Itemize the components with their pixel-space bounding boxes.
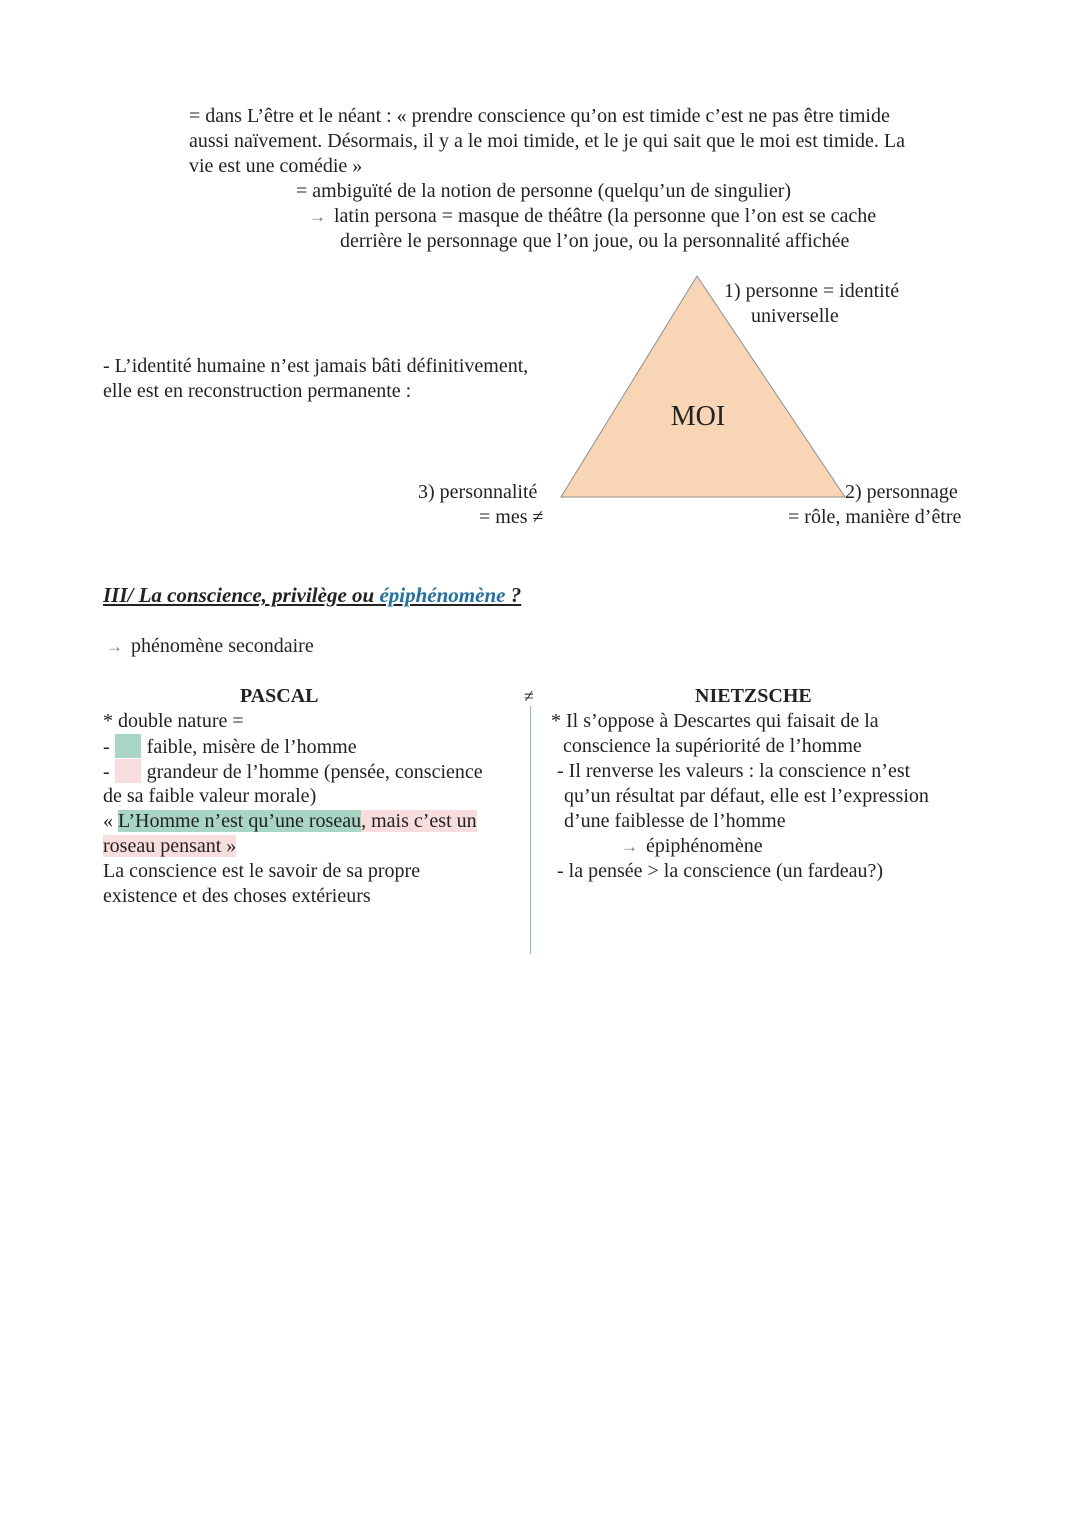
latin-line-2: derrière le personnage que l’on joue, ou la personnalité affichée bbox=[340, 230, 850, 252]
pascal-heading: PASCAL bbox=[240, 685, 319, 707]
quote-line-3: vie est une comédie » bbox=[189, 155, 363, 177]
arrow-right-icon: → bbox=[621, 837, 638, 856]
arrow-right-icon: → bbox=[309, 207, 326, 226]
ambiguity-line: = ambiguïté de la notion de personne (quelqu’un de singulier) bbox=[296, 180, 792, 202]
pascal-item-2-text: grandeur de l’homme (pensée, conscience bbox=[146, 761, 483, 783]
triangle-top-label-2: universelle bbox=[751, 305, 839, 327]
nietzsche-heading: NIETZSCHE bbox=[695, 685, 812, 707]
moi-triangle-diagram bbox=[0, 0, 1080, 560]
pascal-item-1-text: faible, misère de l’homme bbox=[146, 736, 357, 758]
section-subtitle bbox=[106, 634, 314, 659]
identity-line-2: elle est en reconstruction permanente : bbox=[103, 380, 412, 402]
subtitle-text: phénomène secondaire bbox=[131, 635, 314, 657]
pink-highlight-swatch bbox=[115, 759, 141, 783]
triangle-left-label-2: = mes ≠ bbox=[479, 506, 544, 528]
green-highlight-swatch bbox=[115, 734, 141, 758]
moi-label: MOI bbox=[670, 401, 726, 432]
section-title-end: ? bbox=[505, 583, 522, 607]
nietzsche-line-4: qu’un résultat par défaut, elle est l’expression bbox=[564, 785, 929, 807]
nietzsche-line-2: conscience la supériorité de l’homme bbox=[563, 735, 862, 757]
quote-pink-highlight-1: , mais c’est un bbox=[361, 810, 477, 832]
quote-pink-highlight-2: roseau pensant » bbox=[103, 835, 237, 857]
quote-line-1: = dans L’être et le néant : « prendre conscience qu’on est timide c’est ne pas être timide bbox=[189, 105, 890, 127]
nietzsche-line-7: - la pensée > la conscience (un fardeau?) bbox=[557, 860, 884, 882]
pascal-quote-line-2 bbox=[103, 834, 236, 859]
nietzsche-line-5: d’une faiblesse de l’homme bbox=[564, 810, 786, 832]
not-equal-symbol: ≠ bbox=[524, 686, 534, 706]
triangle-right-label-2: = rôle, manière d’être bbox=[788, 506, 962, 528]
nietzsche-line-3: - Il renverse les valeurs : la conscience n’est bbox=[557, 760, 911, 782]
pascal-nature: * double nature = bbox=[103, 710, 244, 732]
section-title-accent: épiphénomène bbox=[379, 583, 506, 607]
nietzsche-line-6 bbox=[621, 834, 763, 859]
nietzsche-line-1: * Il s’oppose à Descartes qui faisait de la bbox=[551, 710, 879, 732]
epiphenomene-text: épiphénomène bbox=[646, 835, 763, 857]
triangle-top-label-1: 1) personne = identité bbox=[724, 280, 900, 302]
pascal-quote-line-1 bbox=[103, 809, 477, 834]
quote-line-2: aussi naïvement. Désormais, il y a le moi timide, et le je qui sait que le moi est timide. La bbox=[189, 130, 905, 152]
triangle-right-label-1: 2) personnage bbox=[845, 481, 958, 503]
pascal-item-2: - grandeur de l’homme (pensée, conscience bbox=[103, 761, 483, 783]
pascal-conclusion-1: La conscience est le savoir de sa propre bbox=[103, 860, 421, 882]
identity-line-1: - L’identité humaine n’est jamais bâti définitivement, bbox=[103, 355, 529, 377]
section-title-main: III/ La conscience, privilège ou bbox=[103, 583, 380, 607]
pascal-conclusion-2: existence et des choses extérieurs bbox=[103, 885, 371, 907]
triangle-left-label-1: 3) personnalité bbox=[418, 481, 538, 503]
quote-open: « bbox=[103, 810, 118, 832]
quote-green-highlight: L’Homme n’est qu’une roseau bbox=[118, 810, 362, 832]
arrow-right-icon: → bbox=[106, 637, 123, 656]
pascal-item-1: - faible, misère de l’homme bbox=[103, 736, 357, 758]
column-divider bbox=[530, 706, 531, 954]
section-title bbox=[103, 583, 521, 608]
pascal-item-2-cont: de sa faible valeur morale) bbox=[103, 785, 317, 807]
latin-text-1: latin persona = masque de théâtre (la personne que l’on est se cache bbox=[334, 205, 877, 227]
